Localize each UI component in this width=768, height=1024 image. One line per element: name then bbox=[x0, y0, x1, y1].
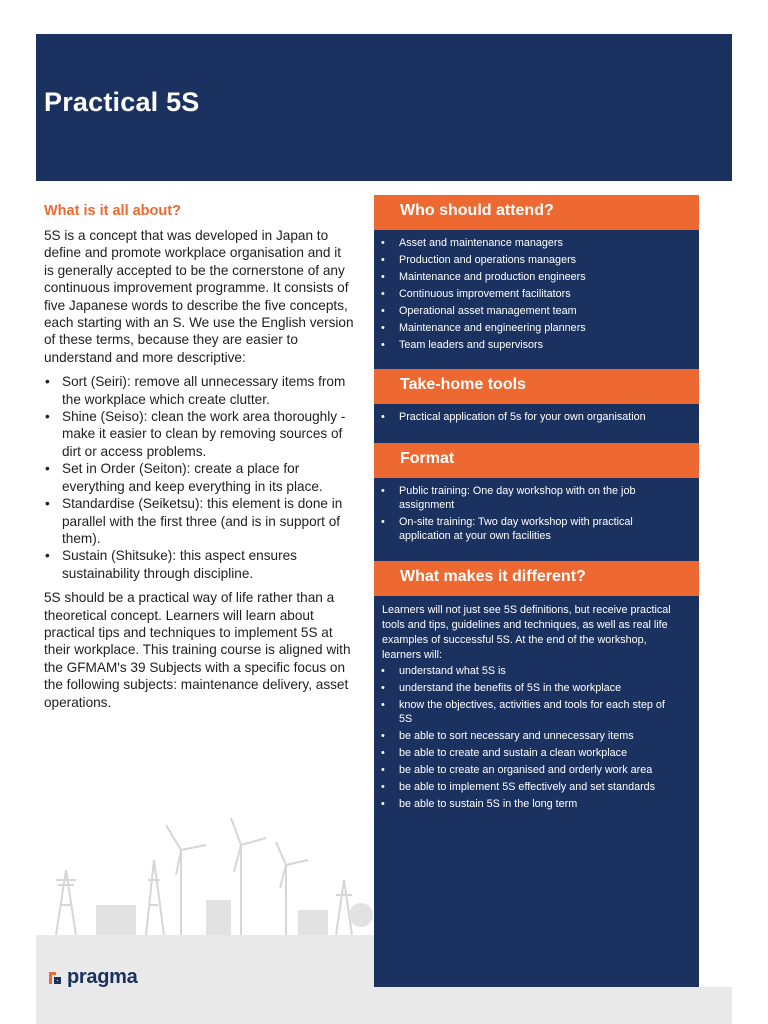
list-item: • be able to create and sustain a clean workplace bbox=[374, 746, 699, 760]
list-item: • Production and operations managers bbox=[374, 253, 699, 267]
bottom-band bbox=[36, 987, 732, 1024]
list-item: • Sustain (Shitsuke): this aspect ensures sustainability through discipline. bbox=[44, 547, 354, 582]
different-list bbox=[374, 664, 699, 814]
about-section bbox=[44, 203, 354, 718]
attend-heading: Who should attend? bbox=[374, 195, 699, 230]
list-item: • be able to sustain 5S in the long term bbox=[374, 797, 699, 811]
different-intro: Learners will not just see 5S definitions, but receive practical tools and tips, guidelines and techniques, as well as real life examples of successful 5S. At the end of the workshop, learners will: bbox=[382, 604, 671, 661]
list-item: • Asset and maintenance managers bbox=[374, 236, 699, 250]
list-item: • Operational asset management team bbox=[374, 304, 699, 318]
list-item: • Public training: One day workshop with on the job assignment bbox=[374, 484, 699, 512]
about-heading: What is it all about? bbox=[44, 203, 181, 219]
industrial-skyline-illustration bbox=[36, 810, 374, 935]
list-item: • Maintenance and production engineers bbox=[374, 270, 699, 284]
list-item: • be able to implement 5S effectively and set standards bbox=[374, 780, 699, 794]
tools-list bbox=[374, 410, 699, 427]
page-title: Practical 5S bbox=[44, 87, 200, 117]
list-item: • Maintenance and engineering planners bbox=[374, 321, 699, 335]
list-item: • Continuous improvement facilitators bbox=[374, 287, 699, 301]
list-item: • Set in Order (Seiton): create a place for everything and keep everything in its place. bbox=[44, 460, 354, 495]
list-item: • Sort (Seiri): remove all unnecessary items from the workplace which create clutter. bbox=[44, 373, 354, 408]
list-item: • be able to create an organised and orderly work area bbox=[374, 763, 699, 777]
list-item: • be able to sort necessary and unnecessary items bbox=[374, 729, 699, 743]
list-item: • Standardise (Seiketsu): this element is done in parallel with the first three (and is in support of them). bbox=[44, 495, 354, 547]
list-item: • understand what 5S is bbox=[374, 664, 699, 678]
list-item: • Shine (Seiso): clean the work area thoroughly - make it easier to clean by removing sources of dirt or access problems. bbox=[44, 408, 354, 460]
attend-list bbox=[374, 236, 699, 355]
format-list bbox=[374, 484, 699, 546]
tools-heading: Take-home tools bbox=[374, 369, 699, 404]
title-banner bbox=[36, 34, 732, 181]
list-item: • understand the benefits of 5S in the workplace bbox=[374, 681, 699, 695]
list-item: • On-site training: Two day workshop with practical application at your own facilities bbox=[374, 515, 699, 543]
pragma-logo-icon bbox=[47, 969, 63, 987]
logo-wordmark: pragma bbox=[67, 966, 138, 988]
about-closing: 5S should be a practical way of life rather than a theoretical concept. Learners will learn about practical tips and techniques to implement 5S at their workplace. This training course is aligned with the GFMAM's 39 Subjects with a specific focus on the following subjects: maintenance delivery, asset operations. bbox=[44, 590, 351, 710]
list-item: • Practical application of 5s for your own organisation bbox=[374, 410, 699, 424]
about-intro: 5S is a concept that was developed in Japan to define and promote workplace organisation and it is generally accepted to be the cornerstone of any continuous improvement programme. It consists of five Japanese words to describe the five concepts, each starting with an S. We use the English version of these terms, because they are easier to understand and more descriptive: bbox=[44, 228, 354, 365]
pragma-logo bbox=[47, 966, 137, 989]
format-heading: Format bbox=[374, 443, 699, 478]
different-heading: What makes it different? bbox=[374, 561, 699, 596]
list-item: • know the objectives, activities and tools for each step of 5S bbox=[374, 698, 699, 726]
five-s-list bbox=[44, 373, 354, 582]
list-item: • Team leaders and supervisors bbox=[374, 338, 699, 352]
